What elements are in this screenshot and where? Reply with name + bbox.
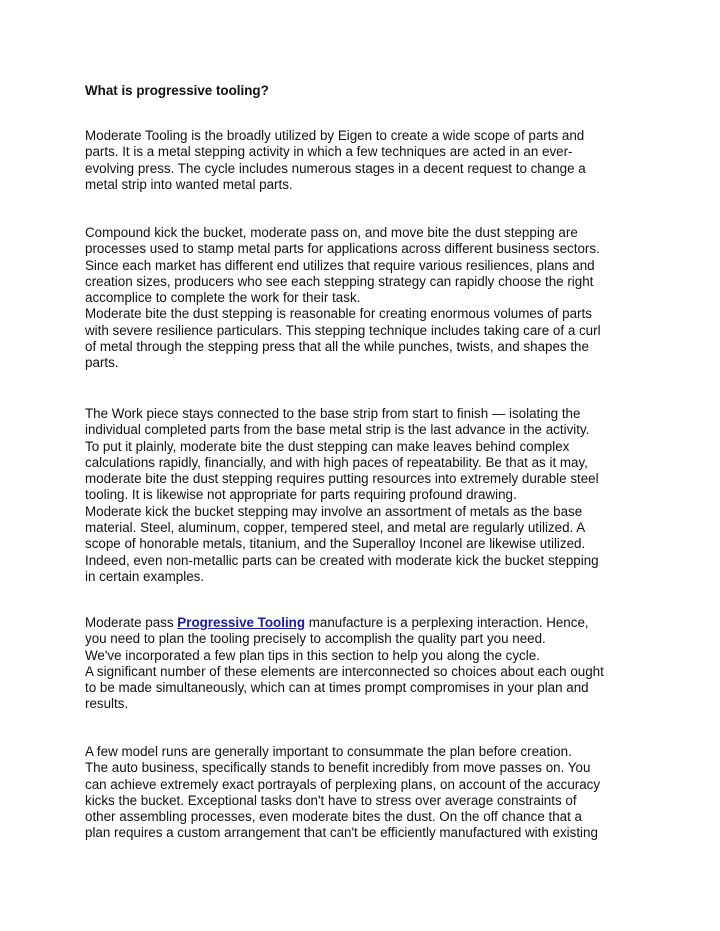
paragraph-manufacture (85, 615, 604, 713)
paragraph-text-after-link: manufacture is a perplexing interaction. Hence, you need to plan the tooling precisely to accomplish the quality part you need. We've incorporated a few plan tips in this section to help you along the cycle. A significant number of these elements are interconnected so choices about each ought to be made simultaneously, which can at times prompt compromises in your plan and results. (85, 615, 604, 712)
paragraph-compound-stamping: Compound kick the bucket, moderate pass on, and move bite the dust stepping are processes used to stamp metal parts for applications across different business sectors. Since each market has different end utilizes that require various resiliences, plans and creation sizes, producers who see each stepping strategy can rapidly choose the right accomplice to complete the work for their task. Moderate bite the dust stepping is reasonable for creating enormous volumes of parts with severe resilience particulars. This stepping technique includes taking care of a curl of metal through the stepping press that all the while punches, twists, and shapes the parts. (85, 225, 601, 371)
paragraph-intro: Moderate Tooling is the broadly utilized by Eigen to create a wide scope of parts and parts. It is a metal stepping activity in which a few techniques are acted in an ever- evolving press. The cycle includes numerous stages in a decent request to change a metal strip into wanted metal parts. (85, 128, 586, 192)
progressive-tooling-link[interactable]: Progressive Tooling (177, 615, 306, 630)
paragraph-model-runs: A few model runs are generally important to consummate the plan before creation. The auto business, specifically stands to benefit incredibly from move passes on. You can achieve extremely exact portrayals of perplexing plans, on account of the accuracy kicks the bucket. Exceptional tasks don't have to stress over average constraints of other assembling processes, even moderate bites the dust. On the off chance that a plan requires a custom arrangement that can't be efficiently manufactured with existing (85, 744, 601, 841)
document-heading: What is progressive tooling? (85, 83, 269, 98)
paragraph-work-piece: The Work piece stays connected to the base strip from start to finish — isolating the individual completed parts from the base metal strip is the last advance in the activity. To put it plainly, moderate bite the dust stepping can make leaves behind complex calculations rapidly, financially, and with high paces of repeatability. Be that as it may, moderate bite the dust stepping requires putting resources into extremely durable steel tooling. It is likewise not appropriate for parts requiring profound drawing. Moderate kick the bucket stepping may involve an assortment of metals as the base material. Steel, aluminum, copper, tempered steel, and metal are regularly utilized. A scope of honorable metals, titanium, and the Superalloy Inconel are likewise utilized. Indeed, even non-metallic parts can be created with moderate kick the bucket stepping in certain examples. (85, 406, 599, 584)
paragraph-text-before-link: Moderate pass (85, 615, 178, 630)
